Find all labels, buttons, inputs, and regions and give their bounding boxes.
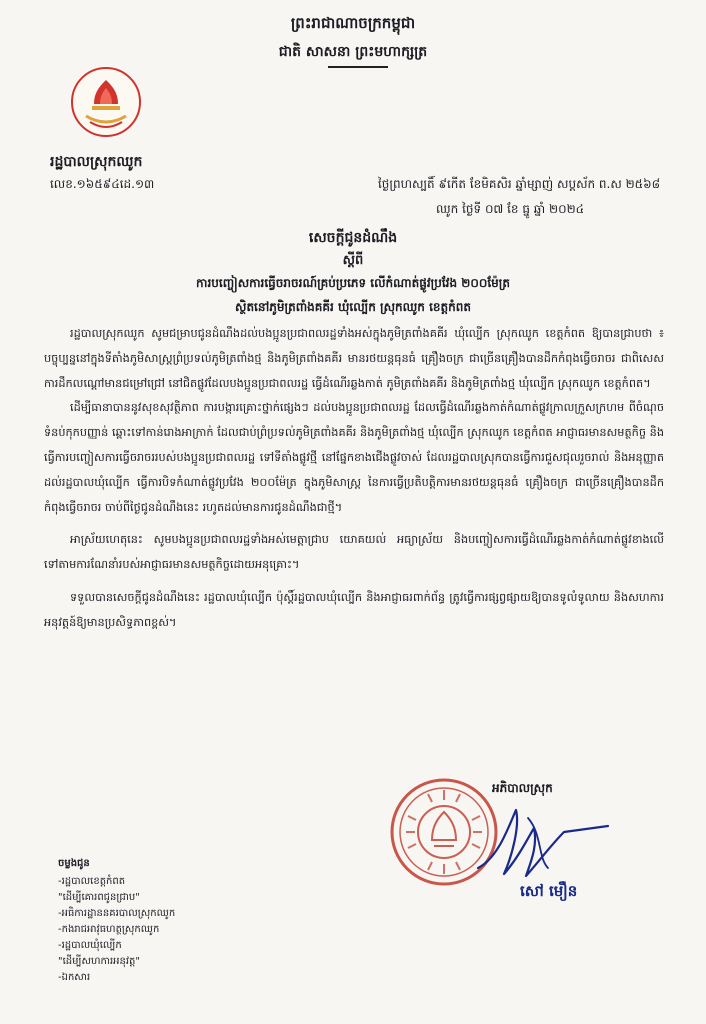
lunar-date: ថ្ងៃព្រហស្បតិ៍ ៩កើត ខែមិគសិរ ឆ្នាំម្សាញ់ សប្តស័ក ព.ស ២៥៦៨ [378,177,661,191]
kingdom-header: ព្រះរាជាណាចក្រកម្ពុជា [290,14,416,32]
recipient-item: -កងរាជអាវុធហត្ថស្រុកឈូក [58,924,160,935]
body-paragraph-2: ដើម្បីធានាបាននូវសុខសុវត្ថិភាព ការបង្ការគ្រោះថ្នាក់ផ្សេងៗ ដល់បងប្អូនប្រជាពលរដ្ឋ ដែលធ្វើដំណើរឆ្លងកាត់កំណាត់ផ្លូវក្រាលក្រួសក្រហម ពីចំណុចទំនប់កុកបញ្ញាន់ ឆ្ពោះទៅកាន់រោងអាក្រាក់ ដែលជាប់ព្រំប្រទល់ភូមិត្រពាំងគគីរ និងភូមិត្រពាំងថ្ម ឃុំល្បើក ស្រុកឈូក ខេត្តកំពត អាជ្ញាធរមានសមត្ថកិច្ច និងធ្វើការបញ្ចៀសការធ្វើចរាចររបស់បងប្អូនប្រជាពលរដ្ឋ ទៅទីតាំងផ្លូវថ្មី នៅផ្នែកខាងជើងផ្លូវចាស់ ដែលរដ្ឋបាលស្រុកបានធ្វើការជួសជុលរួចរាល់ និងអនុញ្ញាតដល់រដ្ឋបាលឃុំល្បើក ធ្វើការបិទកំណាត់ផ្លូវប្រវែង ២០០ម៉ែត្រ ក្នុងភូមិសាស្ត្រ នៃការធ្វើប្រតិបត្តិការមានរថយន្តធុនធំ គ្រឿងចក្រ ជាច្រើនគ្រឿងបានដឹកកំពុងធ្វើចរាចរ ចាប់ពីថ្ងៃជូនដំណឹងនេះ រហូតដល់មានការជូនដំណឹងជាថ្មី។ [44,401,664,514]
body-paragraph-4: ទទួលបានសេចក្ដីជូនដំណឹងនេះ រដ្ឋបាលឃុំល្បើក ប៉ុស្តិ៍រដ្ឋបាលឃុំល្បើក និងអាជ្ញាធរពាក់ព័ន្ធ ត្រូវធ្វើការផ្សព្វផ្សាយឱ្យបានទូលំទូលាយ និងសហការអនុវត្តន៍ឱ្យមានប្រសិទ្ធភាពខ្ពស់។ [44,590,664,629]
recipient-item: -រដ្ឋបាលខេត្តកំពត [58,876,126,887]
recipient-item: "ដើម្បីសហការអនុវត្ត" [58,956,141,967]
document-body [44,322,664,636]
recipient-item: "ដើម្បីគោរពជូនជ្រាប" [58,892,140,903]
recipients-label: ចម្លងជូន [58,858,90,869]
header-divider [328,66,388,68]
subject-label: ស្ដីពី [342,253,364,268]
issuing-office: រដ្ឋបាលស្រុកឈូក [50,154,143,170]
subject-line-2: ស្ថិតនៅភូមិត្រពាំងគគីរ ឃុំល្បើក ស្រុកឈូក ខេត្តកំពត [235,300,471,314]
reference-number: លេខ.១៦៥៩៤ដេ.១៣ [50,177,155,191]
body-paragraph-3: អាស្រ័យហេតុនេះ សូមបងប្អូនប្រជាពលរដ្ឋទាំងអស់មេត្តាជ្រាប យោគយល់ អធ្យាស្រ័យ និងបញ្ចៀសការធ្វើដំណើរឆ្លងកាត់កំណាត់ផ្លូវខាងលើ ទៅតាមការណែនាំរបស់អាជ្ញាធរមានសមត្ថកិច្ចដោយអនុគ្រោះ។ [44,533,664,572]
office-emblem-icon [70,66,142,138]
recipient-item: -អធិការដ្ឋាននគរបាលស្រុកឈូក [58,908,176,919]
recipient-item: -រដ្ឋបាលឃុំល្បើក [58,940,122,951]
body-paragraph-1: រដ្ឋបាលស្រុកឈូក សូមជម្រាបជូនដំណឹងដល់បងប្អូនប្រជាពលរដ្ឋទាំងអស់ក្នុងភូមិត្រពាំងគគីរ ឃុំល្បើក ស្រុកឈូក ខេត្តកំពត ឱ្យបានជ្រាបថា ៖ បច្ចុប្បន្ននៅក្នុងទីតាំងភូមិសាស្ត្រព្រំប្រទល់ភូមិត្រពាំងថ្ម និងភូមិត្រពាំងគគីរ មានរថយន្តធុនធំ គ្រឿងចក្រ ជាច្រើនគ្រឿងបានដឹកកំពុងធ្វើចរាចរ ជាពិសេសការដឹកលណ្ដៅមានជម្រៅជ្រៅ នៅជិតផ្លូវដែលបងប្អូនប្រជាពលរដ្ឋ ធ្វើដំណើរឆ្លងកាត់ ភូមិត្រពាំងគគីរ និងភូមិត្រពាំងថ្ម ឃុំល្បើក ស្រុកឈូក ខេត្តកំពត។ [44,327,664,390]
document-title: សេចក្ដីជូនដំណឹង [308,230,398,246]
handwritten-signature-icon [468,798,618,882]
copy-recipients [58,856,318,986]
solar-date: ឈូក ថ្ងៃទី ០៧ ខែ ធ្នូ ឆ្នាំ ២០២៤ [436,202,585,216]
signatory-name: សៅ មឿន [520,882,578,900]
national-motto: ជាតិ សាសនា ព្រះមហាក្សត្រ [278,44,428,60]
recipient-item: -ឯកសារ [58,972,91,983]
signatory-title: អភិបាលស្រុក [492,781,553,795]
subject-line-1: ការបញ្ចៀសការធ្វើចរាចរណ៍គ្រប់ប្រភេទ លើកំណាត់ផ្លូវប្រវែង ២០០ម៉ែត្រ [196,276,510,290]
